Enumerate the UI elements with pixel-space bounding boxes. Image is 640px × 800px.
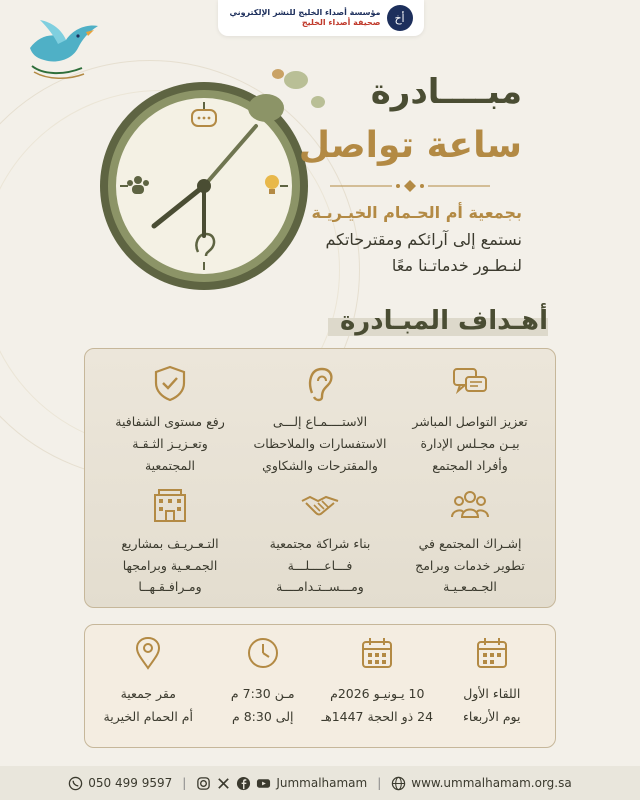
event-detail-line: إلى 8:30 م [232, 708, 294, 724]
event-detail-item [435, 635, 550, 737]
shield-check-icon [150, 363, 190, 403]
calendar-icon [474, 635, 510, 671]
event-detail-item [206, 635, 321, 737]
publisher-newspaper: صحيفة أصداء الخليج [301, 18, 381, 27]
organization-name: بجمعية أم الحـمام الخيـريـة [311, 203, 522, 222]
footer-bar [0, 766, 640, 800]
handshake-icon [300, 485, 340, 525]
goal-text-line: المجتمعية [144, 457, 196, 473]
goal-text-line: الاستــــمـاع إلـــى [272, 414, 368, 429]
event-detail-line: 24 ذو الحجة 1447هـ [321, 708, 434, 724]
goal-text-line: إشـراك المجتمع في [418, 535, 522, 551]
goal-text-line: تعزيز التواصل المباشر [412, 414, 528, 429]
clock-icon [245, 635, 281, 671]
goal-item [245, 359, 395, 481]
event-detail-item [320, 635, 435, 737]
initiative-label: مبــــادرة [370, 72, 522, 112]
goal-item [395, 359, 545, 481]
tagline-line1: نستمع إلى آرائكم ومقترحاتكم [325, 230, 522, 249]
x-twitter-icon[interactable] [216, 776, 231, 791]
goal-text-line: وأفراد المجتمع [432, 457, 508, 473]
event-detail-line: اللقاء الأول [463, 686, 521, 701]
event-detail-line: أم الحمام الخيرية [103, 708, 193, 724]
event-detail-line: يوم الأربعاء [463, 708, 521, 724]
goals-heading: أهـداف المبـادرة [339, 306, 548, 336]
goal-text-line: تطوير خدمات وبرامج [415, 557, 525, 573]
phone-number[interactable]: 050 499 9597 [88, 776, 173, 790]
instagram-icon[interactable] [196, 776, 211, 791]
event-details-panel [84, 624, 556, 748]
goal-text-line: رفع مستوى الشفافية [115, 414, 225, 429]
clock-illustration [96, 66, 326, 296]
goal-item [395, 481, 545, 603]
people-group-icon [450, 485, 490, 525]
goal-item [95, 481, 245, 603]
footer-separator: | [377, 776, 382, 790]
ear-icon [300, 363, 340, 403]
youtube-icon[interactable] [256, 776, 271, 791]
goal-text-line: بيـن مجـلس الإدارة [420, 435, 520, 451]
publisher-logo-icon: أخ [387, 5, 413, 31]
building-icon [150, 485, 190, 525]
publisher-name: مؤسسة أصداء الخليج للنشر الإلكتروني [229, 8, 381, 18]
tagline-line2: لنـطـور خدماتـنا معًا [391, 256, 522, 275]
event-detail-line: 10 يـونيـو 2026م [330, 686, 425, 701]
website-link[interactable]: www.ummalhamam.org.sa [411, 776, 572, 790]
location-pin-icon [130, 635, 166, 671]
event-detail-line: مـن 7:30 م [230, 686, 295, 701]
goals-panel [84, 348, 556, 608]
facebook-icon[interactable] [236, 776, 251, 791]
goal-text-line: وتعـزيـز الثـقـة [132, 435, 208, 451]
initiative-title: ساعة تواصل [298, 125, 522, 166]
goal-text-line: الجـمـعـيـة [443, 579, 497, 595]
event-detail-item [91, 635, 206, 737]
whatsapp-icon[interactable] [68, 776, 83, 791]
globe-icon [391, 776, 406, 791]
publisher-badge [218, 0, 424, 36]
goal-text-line: الجمـعـية وبرامجها [122, 557, 218, 573]
goal-text-line: ومـرافـقـهــا [138, 579, 202, 595]
chat-bubbles-icon [450, 363, 490, 403]
footer-separator: | [182, 776, 187, 790]
event-detail-line: مقر جمعية [120, 686, 176, 701]
goal-text-line: التـعـريـف بمشاريع [121, 535, 219, 551]
calendar-date-icon [359, 635, 395, 671]
dove-logo-icon [22, 14, 102, 84]
goal-text-line: والمقترحات والشكاوي [262, 457, 378, 473]
goal-item [95, 359, 245, 481]
social-handle[interactable]: Jummalhamam [276, 776, 368, 790]
goal-text-line: الاستفسارات والملاحظات [253, 435, 387, 451]
ornament-divider-icon [330, 178, 490, 194]
goal-text-line: بناء شراكة مجتمعية [269, 535, 371, 551]
goal-text-line: ومـــســتـدامــــة [276, 579, 364, 595]
goal-item [245, 481, 395, 603]
goal-text-line: فـــاعــــلـــة [287, 557, 353, 573]
